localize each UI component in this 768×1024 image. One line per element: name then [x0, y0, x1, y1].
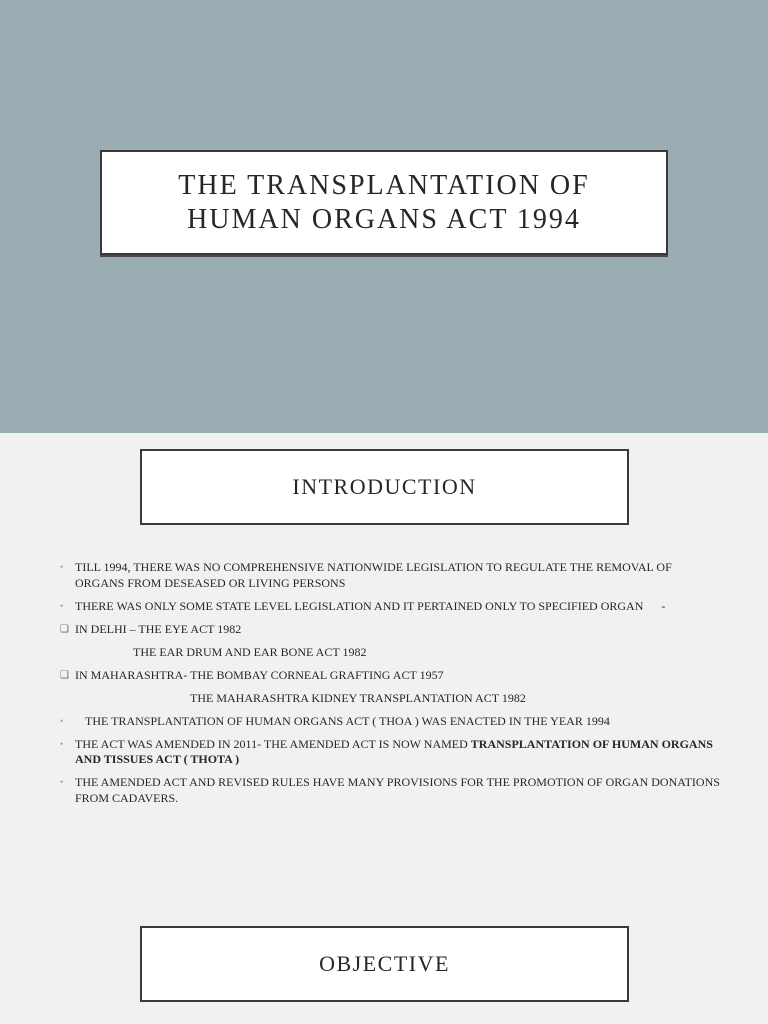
list-item-bold-text: TRANSPLANTATION OF HUMAN ORGANS AND TISSUES ACT ( THOTA ) [75, 736, 713, 766]
list-item-text: TILL 1994, THERE WAS NO COMPREHENSIVE NATIONWIDE LEGISLATION TO REGULATE THE REMOVAL OF ORGANS FROM DESEASED OR LIVING PERSONS [75, 560, 672, 590]
list-item-text: THE ACT WAS AMENDED IN 2011- THE AMENDED ACT IS NOW NAMED [75, 736, 471, 751]
list-item [60, 775, 720, 806]
list-item-tail: - [661, 598, 666, 613]
list-item-text: THE EAR DRUM AND EAR BONE ACT 1982 [133, 644, 367, 659]
list-item-text: THERE WAS ONLY SOME STATE LEVEL LEGISLATION AND IT PERTAINED ONLY TO SPECIFIED ORGAN [75, 598, 644, 613]
bullet-icon: • [60, 562, 64, 572]
introduction-heading-box [140, 449, 629, 525]
list-item [60, 691, 720, 707]
list-item [60, 737, 720, 768]
bullet-icon: • [60, 715, 64, 726]
bullet-icon: • [60, 777, 64, 787]
introduction-slide [0, 433, 768, 1024]
slide-title: THE TRANSPLANTATION OF HUMAN ORGANS ACT 1994 [178, 169, 590, 235]
introduction-content [60, 560, 720, 814]
list-item-text: IN DELHI – THE EYE ACT 1982 [75, 621, 242, 636]
list-item-text: THE MAHARASHTRA KIDNEY TRANSPLANTATION ACT 1982 [190, 690, 526, 705]
bullet-icon: • [60, 738, 64, 749]
list-item [60, 560, 720, 591]
list-item [60, 668, 720, 684]
list-item-text: THE AMENDED ACT AND REVISED RULES HAVE MANY PROVISIONS FOR THE PROMOTION OF ORGAN DONATIONS FROM CADAVERS. [75, 775, 720, 805]
list-item [60, 599, 720, 615]
list-item [60, 645, 720, 661]
list-item [60, 622, 720, 638]
introduction-heading: INTRODUCTION [292, 474, 477, 499]
objective-heading: OBJECTIVE [319, 951, 450, 976]
list-item-text: IN MAHARASHTRA- THE BOMBAY CORNEAL GRAFTING ACT 1957 [75, 667, 444, 682]
square-bullet-icon: ❑ [60, 623, 69, 635]
title-box [100, 150, 668, 255]
objective-heading-box [140, 926, 629, 1002]
list-item-text: THE TRANSPLANTATION OF HUMAN ORGANS ACT ( THOA ) WAS ENACTED IN THE YEAR 1994 [85, 713, 610, 728]
bullet-icon: • [60, 600, 64, 611]
title-slide [0, 0, 768, 433]
list-item [60, 714, 720, 730]
square-bullet-icon: ❑ [60, 669, 69, 681]
